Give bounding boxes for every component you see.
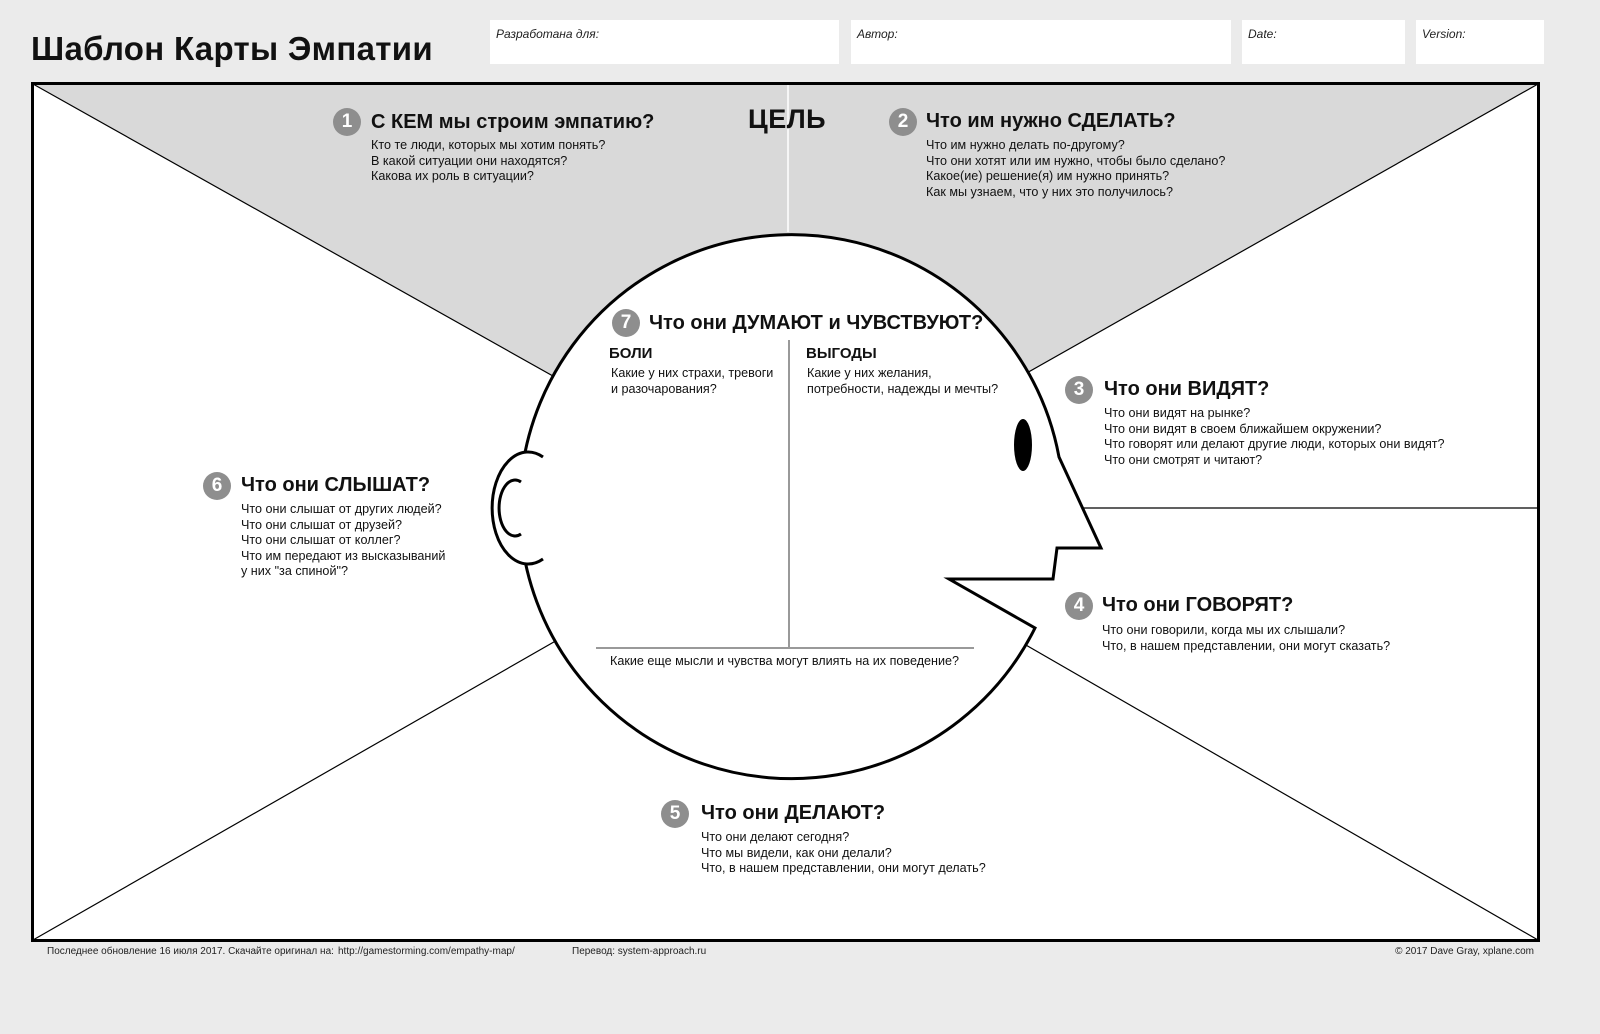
question: Какое(ие) решение(я) им нужно принять? <box>926 169 1170 184</box>
question: Какова их роль в ситуации? <box>371 169 534 184</box>
pains-label: БОЛИ <box>609 345 653 362</box>
question: Что мы видели, как они делали? <box>701 845 892 860</box>
section-heading: Что им нужно СДЕЛАТЬ? <box>926 110 1176 132</box>
section-number-badge: 5 <box>661 800 689 828</box>
question: потребности, надежды и мечты? <box>807 381 999 396</box>
section-number-badge: 4 <box>1065 592 1093 620</box>
pains-questions <box>611 366 773 397</box>
question: у них "за спиной"? <box>241 564 348 579</box>
section-questions <box>926 138 1225 200</box>
section-questions <box>1104 406 1445 468</box>
section-number-badge: 7 <box>612 309 640 337</box>
footer-url-link[interactable]: http://gamestorming.com/empathy-map/ <box>338 946 515 957</box>
gains-label: ВЫГОДЫ <box>806 345 877 362</box>
question: Что, в нашем представлении, они могут сказать? <box>1102 638 1391 653</box>
question: и разочарования? <box>611 381 717 396</box>
question: В какой ситуации они находятся? <box>371 153 568 168</box>
goal-label: ЦЕЛЬ <box>748 104 827 134</box>
page-title: Шаблон Карты Эмпатии <box>31 30 433 67</box>
section-number-badge: 1 <box>333 108 361 136</box>
section-heading: Что они ГОВОРЯТ? <box>1102 594 1294 616</box>
designed-for-field[interactable] <box>490 20 839 64</box>
gains-questions <box>807 366 998 397</box>
section-questions <box>1102 623 1390 654</box>
question: Что они слышат от коллег? <box>241 533 401 548</box>
footer-copyright: © 2017 Dave Gray, xplane.com <box>1395 946 1534 957</box>
section-questions <box>701 830 986 877</box>
question: Что им передают из высказываний <box>241 548 446 563</box>
date-field[interactable] <box>1242 20 1405 64</box>
section-heading: Что они СЛЫШАТ? <box>241 474 431 496</box>
section-number-badge: 3 <box>1065 376 1093 404</box>
other-thoughts-question: Какие еще мысли и чувства могут влиять на их поведение? <box>610 654 960 668</box>
section-number-badge: 6 <box>203 472 231 500</box>
section-heading: Что они ДУМАЮТ и ЧУВСТВУЮТ? <box>649 312 984 334</box>
footer-translation: Перевод: system-approach.ru <box>572 946 707 957</box>
question: Какие у них страхи, тревоги <box>611 366 774 380</box>
question: Что они говорили, когда мы их слышали? <box>1102 623 1346 637</box>
section-questions <box>241 502 445 580</box>
question: Что они делают сегодня? <box>701 830 850 844</box>
question: Что они слышат от других людей? <box>241 502 442 516</box>
question: Что они смотрят и читают? <box>1104 452 1263 467</box>
footer-updated: Последнее обновление 16 июля 2017. Скачайте оригинал на: <box>47 946 334 957</box>
eye-icon <box>1014 419 1032 471</box>
question: Кто те люди, которых мы хотим понять? <box>371 138 606 152</box>
empathy-map-board <box>31 82 1540 942</box>
question: Что им нужно делать по-другому? <box>926 138 1125 152</box>
section-heading: Что они ДЕЛАЮТ? <box>701 802 886 824</box>
author-field[interactable] <box>851 20 1231 64</box>
question: Что они видят на рынке? <box>1104 406 1251 420</box>
question: Что они слышат от друзей? <box>241 517 402 532</box>
section-number-badge: 2 <box>889 108 917 136</box>
question: Как мы узнаем, что у них это получилось? <box>926 184 1173 199</box>
question: Что они видят в своем ближайшем окружении? <box>1104 421 1382 436</box>
section-heading: Что они ВИДЯТ? <box>1104 378 1270 400</box>
version-label: Version: <box>1422 27 1466 41</box>
author-label: Автор: <box>857 27 898 41</box>
version-field[interactable] <box>1416 20 1544 64</box>
question: Какие у них желания, <box>807 366 932 380</box>
question: Что, в нашем представлении, они могут делать? <box>701 861 986 876</box>
date-label: Date: <box>1248 27 1277 41</box>
question: Что они хотят или им нужно, чтобы было сделано? <box>926 153 1226 168</box>
section-questions <box>371 138 605 185</box>
section-heading: С КЕМ мы строим эмпатию? <box>371 111 655 133</box>
designed-for-label: Разработана для: <box>496 27 600 41</box>
question: Что говорят или делают другие люди, которых они видят? <box>1104 437 1445 452</box>
